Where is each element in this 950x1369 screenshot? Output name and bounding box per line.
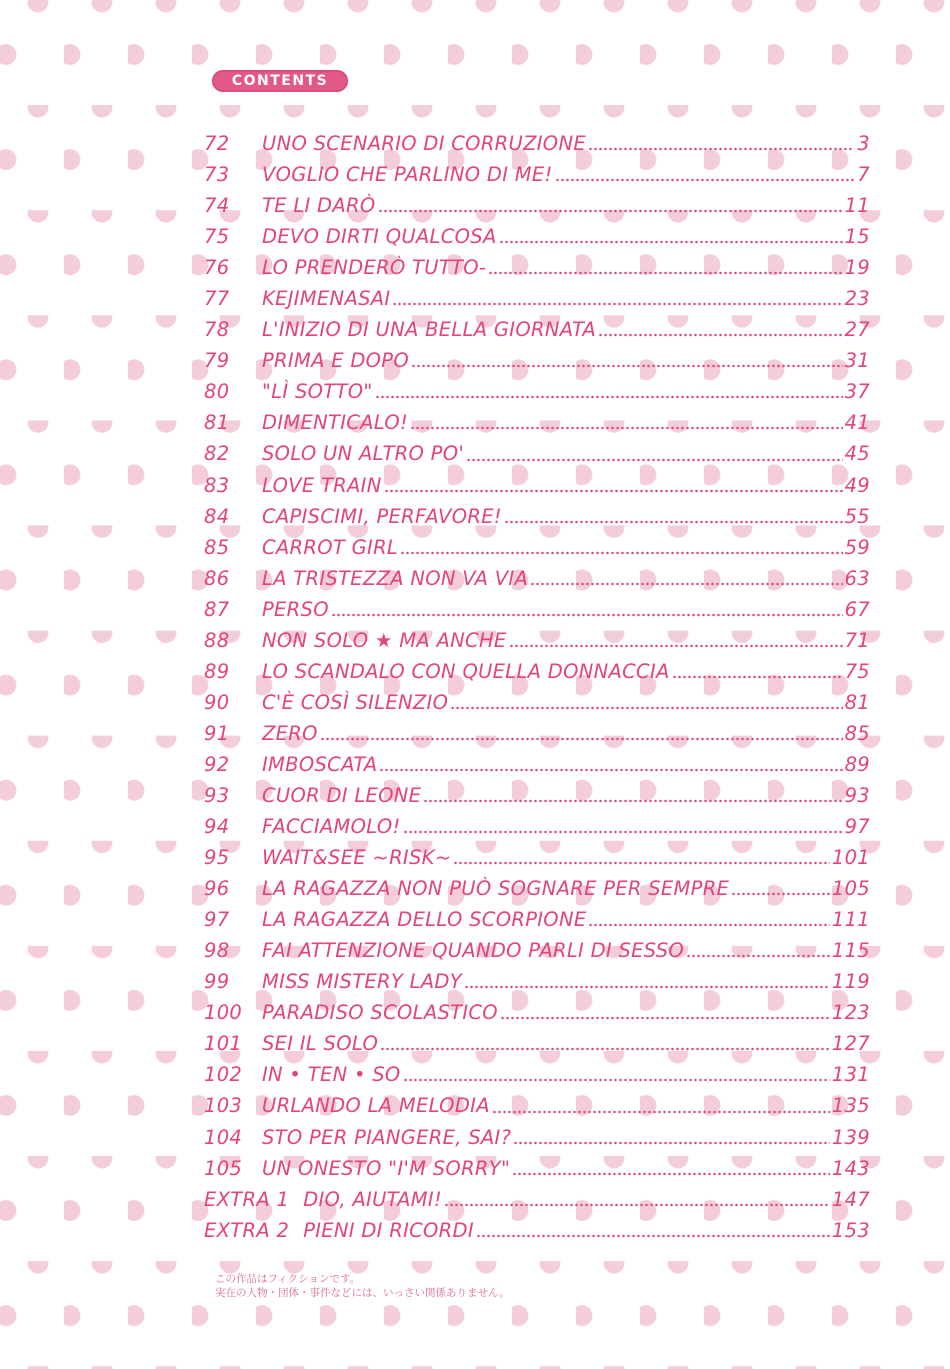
chapter-title: TE LI DARÒ (262, 194, 376, 218)
toc-entry (204, 780, 870, 811)
chapter-number: 76 (204, 256, 230, 280)
chapter-title: LO PRENDERÒ TUTTO- (262, 256, 487, 280)
dot-leader (492, 1110, 830, 1114)
chapter-number: 90 (204, 690, 230, 714)
toc-entry (204, 1122, 870, 1153)
toc-entry (204, 656, 870, 687)
chapter-number: 101 (204, 1032, 243, 1056)
page-number: 89 (844, 752, 870, 776)
page-number: 135 (831, 1094, 870, 1118)
dot-leader (450, 706, 842, 710)
chapter-title: STO PER PIANGERE, SAI? (262, 1125, 512, 1149)
chapter-number: 82 (204, 442, 230, 466)
dot-leader (403, 830, 843, 834)
toc-entry (204, 935, 870, 966)
table-of-contents (204, 128, 870, 1246)
chapter-number: 77 (204, 287, 230, 311)
toc-entry (204, 1184, 870, 1215)
chapter-title: LO SCANDALO CON QUELLA DONNACCIA (262, 659, 670, 683)
chapter-number: 102 (204, 1063, 243, 1087)
toc-entry (204, 407, 870, 438)
toc-entry (204, 966, 870, 997)
page-number: 15 (844, 225, 870, 249)
page-number: 143 (831, 1156, 870, 1180)
chapter-number: 72 (204, 132, 230, 156)
dot-leader (500, 1016, 830, 1020)
page-number: 19 (844, 256, 870, 280)
toc-entry (204, 997, 870, 1028)
disclaimer-line-2: 実在の人物・団体・事件などには、いっさい関係ありません。 (215, 1287, 510, 1299)
dot-leader (512, 1172, 830, 1176)
page-number: 75 (844, 659, 870, 683)
chapter-title: C'È COSÌ SILENZIO (262, 690, 449, 714)
dot-leader (320, 737, 843, 741)
contents-heading: CONTENTS (231, 73, 329, 89)
fiction-disclaimer (215, 1272, 510, 1300)
chapter-number: 96 (204, 877, 230, 901)
dot-leader (476, 1234, 830, 1238)
chapter-title: LOVE TRAIN (262, 473, 382, 497)
chapter-number: 83 (204, 473, 230, 497)
toc-entry (204, 718, 870, 749)
page-number: 3 (857, 132, 870, 156)
chapter-title: CUOR DI LEONE (262, 784, 422, 807)
chapter-title: SEI IL SOLO (262, 1032, 379, 1056)
dot-leader (731, 892, 830, 896)
dot-leader (499, 240, 843, 244)
chapter-title: UNO SCENARIO DI CORRUZIONE (262, 132, 586, 156)
page-number: 147 (831, 1187, 870, 1211)
dot-leader (410, 426, 842, 430)
contents-heading-badge (212, 70, 348, 92)
chapter-number: 92 (204, 752, 230, 776)
dot-leader (588, 923, 829, 927)
chapter-title: IMBOSCATA (262, 752, 378, 776)
page-number: 81 (844, 690, 870, 714)
dot-leader (378, 209, 843, 213)
toc-entry (204, 594, 870, 625)
toc-entry (204, 563, 870, 594)
chapter-number: 97 (204, 908, 230, 932)
chapter-number: 104 (204, 1125, 243, 1149)
page-number: 55 (844, 504, 870, 528)
chapter-number: 91 (204, 721, 230, 745)
dot-leader (588, 147, 854, 151)
toc-entry (204, 159, 870, 190)
page-number: 101 (831, 846, 870, 870)
chapter-number: 86 (204, 566, 230, 590)
chapter-title: ZERO (262, 721, 318, 745)
page-number: 123 (831, 1001, 870, 1025)
chapter-number: 81 (204, 411, 230, 435)
page-number: 7 (857, 163, 870, 187)
chapter-title: DIMENTICALO! (262, 411, 409, 435)
toc-entry (204, 904, 870, 935)
dot-leader (375, 395, 843, 399)
chapter-title: LA RAGAZZA DELLO SCORPIONE (262, 908, 587, 932)
chapter-title: KEJIMENASAI (262, 287, 391, 311)
page-number: 11 (844, 194, 870, 218)
chapter-title: PARADISO SCOLASTICO (262, 1001, 498, 1025)
page-number: 93 (844, 784, 870, 807)
toc-entry (204, 252, 870, 283)
toc-entry (204, 345, 870, 376)
dot-leader (379, 768, 842, 772)
dot-leader (453, 861, 829, 865)
page-number: 63 (844, 566, 870, 590)
page-number: 23 (844, 287, 870, 311)
dot-leader (423, 799, 842, 803)
toc-entry (204, 128, 870, 159)
chapter-title: PRIMA E DOPO (262, 349, 410, 373)
dot-leader (331, 613, 843, 617)
page-number: 71 (844, 628, 870, 652)
chapter-title: FACCIAMOLO! (262, 815, 401, 839)
page-number: 153 (831, 1218, 870, 1242)
chapter-title: CAPISCIMI, PERFAVORE! (262, 504, 502, 528)
dot-leader (672, 675, 843, 679)
chapter-title: LA TRISTEZZA NON VA VIA (262, 566, 529, 590)
toc-entry (204, 687, 870, 718)
page-number: 85 (844, 721, 870, 745)
chapter-number: 80 (204, 380, 230, 404)
chapter-number: 74 (204, 194, 230, 218)
chapter-number: 103 (204, 1094, 243, 1118)
page-number: 131 (831, 1063, 870, 1087)
chapter-title: IN • TEN • SO (262, 1063, 401, 1087)
toc-entry (204, 1028, 870, 1059)
toc-entry (204, 749, 870, 780)
page-number: 59 (844, 535, 870, 559)
toc-entry (204, 532, 870, 563)
dot-leader (392, 302, 842, 306)
chapter-number: 105 (204, 1156, 243, 1180)
dot-leader (504, 520, 843, 524)
chapter-title: UN ONESTO "I'M SORRY" (262, 1156, 511, 1180)
toc-entry (204, 221, 870, 252)
page-number: 41 (844, 411, 870, 435)
chapter-number: EXTRA 1 (204, 1187, 290, 1211)
chapter-number: 73 (204, 163, 230, 187)
dot-leader (598, 333, 843, 337)
page-number: 105 (831, 877, 870, 901)
chapter-title: DEVO DIRTI QUALCOSA (262, 225, 497, 249)
page-number: 127 (831, 1032, 870, 1056)
chapter-title: FAI ATTENZIONE QUANDO PARLI DI SESSO (262, 939, 685, 963)
chapter-number: 93 (204, 784, 230, 807)
chapter-title: VOGLIO CHE PARLINO DI ME! (262, 163, 553, 187)
page-number: 49 (844, 473, 870, 497)
chapter-title: PERSO (262, 597, 329, 621)
dot-leader (380, 1047, 830, 1051)
chapter-title: NON SOLO ★ MA ANCHE (262, 628, 507, 652)
dot-leader (555, 178, 854, 182)
dot-leader (513, 1141, 830, 1145)
chapter-number: 95 (204, 846, 230, 870)
toc-entry (204, 470, 870, 501)
chapter-title: URLANDO LA MELODIA (262, 1094, 490, 1118)
toc-entry (204, 1153, 870, 1184)
toc-entry (204, 283, 870, 314)
chapter-number: EXTRA 2 (204, 1218, 290, 1242)
dot-leader (686, 954, 830, 958)
toc-entry (204, 1059, 870, 1090)
toc-entry (204, 438, 870, 469)
page-number: 27 (844, 318, 870, 342)
chapter-number: 99 (204, 970, 230, 994)
dot-leader (444, 1203, 830, 1207)
toc-entry (204, 625, 870, 656)
page-number: 45 (844, 442, 870, 466)
toc-entry (204, 873, 870, 904)
chapter-title: WAIT&SEE ~RISK~ (262, 846, 452, 870)
dot-leader (464, 985, 830, 989)
page-number: 97 (844, 815, 870, 839)
dot-leader (403, 1078, 830, 1082)
dot-leader (400, 551, 842, 555)
chapter-number: 89 (204, 659, 230, 683)
page-number: 67 (844, 597, 870, 621)
toc-entry (204, 190, 870, 221)
chapter-title: PIENI DI RICORDI (303, 1218, 474, 1242)
dot-leader (530, 582, 842, 586)
page-number: 31 (844, 349, 870, 373)
chapter-title: SOLO UN ALTRO PO' (262, 442, 465, 466)
dot-leader (466, 458, 843, 462)
chapter-number: 87 (204, 597, 230, 621)
dot-leader (411, 364, 843, 368)
page-number: 37 (844, 380, 870, 404)
chapter-number: 85 (204, 535, 230, 559)
chapter-title: "LÌ SOTTO" (262, 380, 373, 404)
page-number: 115 (831, 939, 870, 963)
toc-entry (204, 1215, 870, 1246)
toc-entry (204, 376, 870, 407)
chapter-number: 94 (204, 815, 230, 839)
dot-leader (509, 644, 843, 648)
chapter-number: 84 (204, 504, 230, 528)
page-number: 111 (831, 908, 870, 932)
page-number: 139 (831, 1125, 870, 1149)
chapter-number: 88 (204, 628, 230, 652)
dot-leader (488, 271, 842, 275)
toc-entry (204, 314, 870, 345)
chapter-number: 75 (204, 225, 230, 249)
toc-entry (204, 811, 870, 842)
chapter-number: 78 (204, 318, 230, 342)
chapter-title: LA RAGAZZA NON PUÒ SOGNARE PER SEMPRE (262, 877, 730, 901)
chapter-title: DIO, AIUTAMI! (303, 1187, 443, 1211)
chapter-number: 98 (204, 939, 230, 963)
chapter-number: 100 (204, 1001, 243, 1025)
chapter-number: 79 (204, 349, 230, 373)
toc-entry (204, 501, 870, 532)
disclaimer-line-1: この作品はフィクションです。 (215, 1273, 361, 1285)
toc-entry (204, 842, 870, 873)
page-number: 119 (831, 970, 870, 994)
chapter-title: MISS MISTERY LADY (262, 970, 462, 994)
dot-leader (384, 489, 843, 493)
chapter-title: CARROT GIRL (262, 535, 399, 559)
chapter-title: L'INIZIO DI UNA BELLA GIORNATA (262, 318, 597, 342)
toc-entry (204, 1090, 870, 1121)
